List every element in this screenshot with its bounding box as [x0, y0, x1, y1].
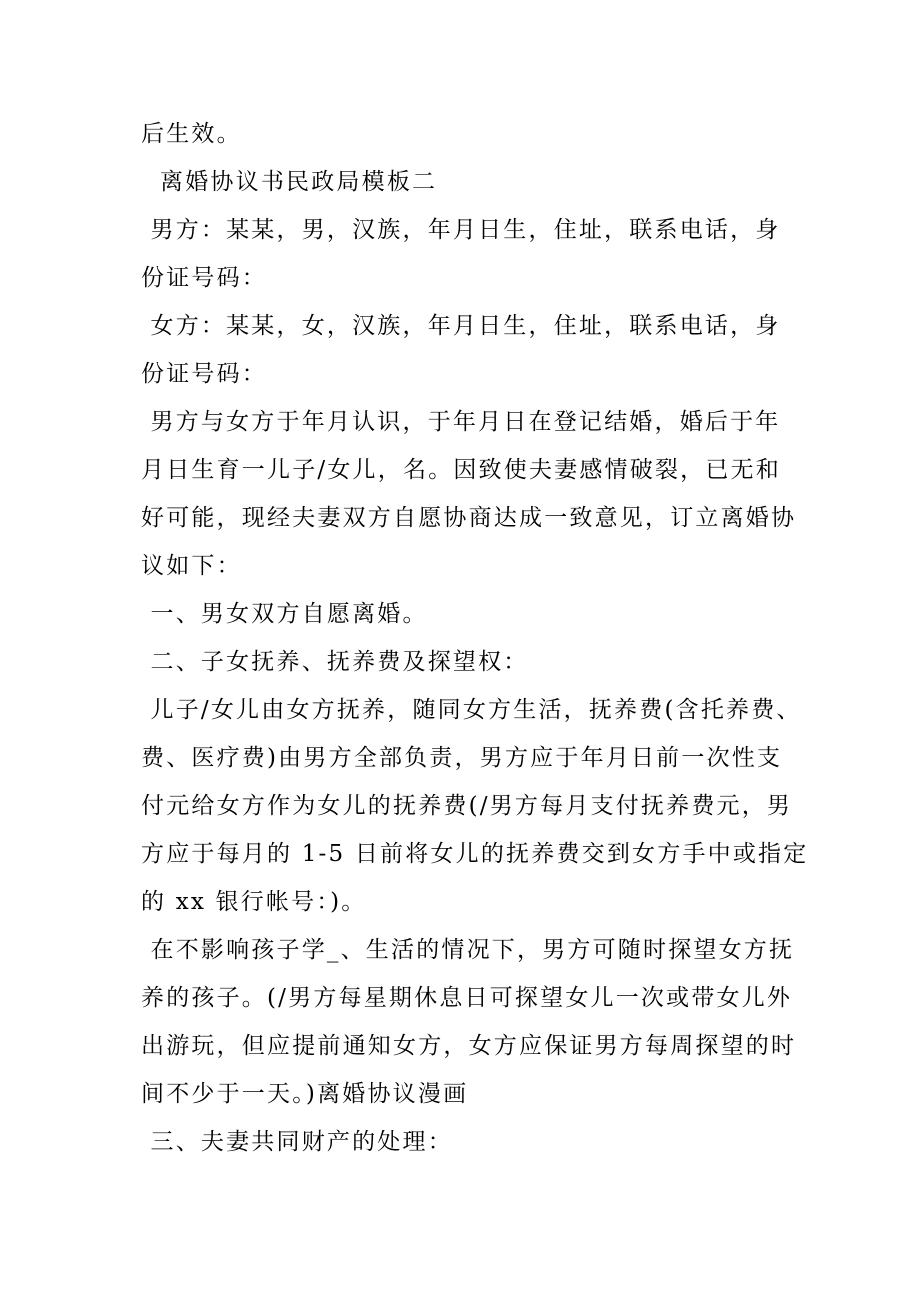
- clause-heading: 三、夫妻共同财产的处理：: [141, 1129, 453, 1155]
- text-line: 好可能，现经夫妻双方自愿协商达成一致意见，订立离婚协: [141, 505, 797, 531]
- text-line: 份证号码：: [141, 361, 267, 387]
- clause-heading: 二、子女抚养、抚养费及探望权：: [141, 649, 529, 675]
- text-line: 女方：某某，女，汉族，年月日生，住址，联系电话，身: [141, 313, 781, 339]
- section-title: 离婚协议书民政局模板二: [141, 169, 438, 195]
- text-line: 儿子/女儿由女方抚养，随同女方生活，抚养费(含托养费、: [141, 697, 802, 723]
- text-line: 费、医疗费)由男方全部负责，男方应于年月日前一次性支: [141, 745, 783, 771]
- text-line: 男方与女方于年月认识，于年月日在登记结婚，婚后于年: [141, 409, 781, 435]
- text-line: 男方：某某，男，汉族，年月日生，住址，联系电话，身: [141, 217, 781, 243]
- text-line: 在不影响孩子学_、生活的情况下，男方可随时探望女方抚: [141, 937, 795, 963]
- text-line: 付元给女方作为女儿的抚养费(/男方每月支付抚养费元，男: [141, 793, 793, 819]
- text-line: 份证号码：: [141, 265, 267, 291]
- text-line: 议如下：: [141, 553, 242, 579]
- text-line: 月日生育一儿子/女儿，名。因致使夫妻感情破裂，已无和: [141, 457, 781, 483]
- text-line: 的 xx 银行帐号：)。: [141, 889, 367, 915]
- clause-heading: 一、男女双方自愿离婚。: [141, 601, 428, 627]
- text-line: 方应于每月的 1-5 日前将女儿的抚养费交到女方手中或指定: [141, 841, 809, 867]
- text-line: 后生效。: [141, 121, 242, 147]
- text-line: 间不少于一天。)离婚协议漫画: [141, 1081, 469, 1107]
- text-line: 出游玩，但应提前通知女方，女方应保证男方每周探望的时: [141, 1033, 797, 1059]
- text-line: 养的孩子。(/男方每星期休息日可探望女儿一次或带女儿外: [141, 985, 793, 1011]
